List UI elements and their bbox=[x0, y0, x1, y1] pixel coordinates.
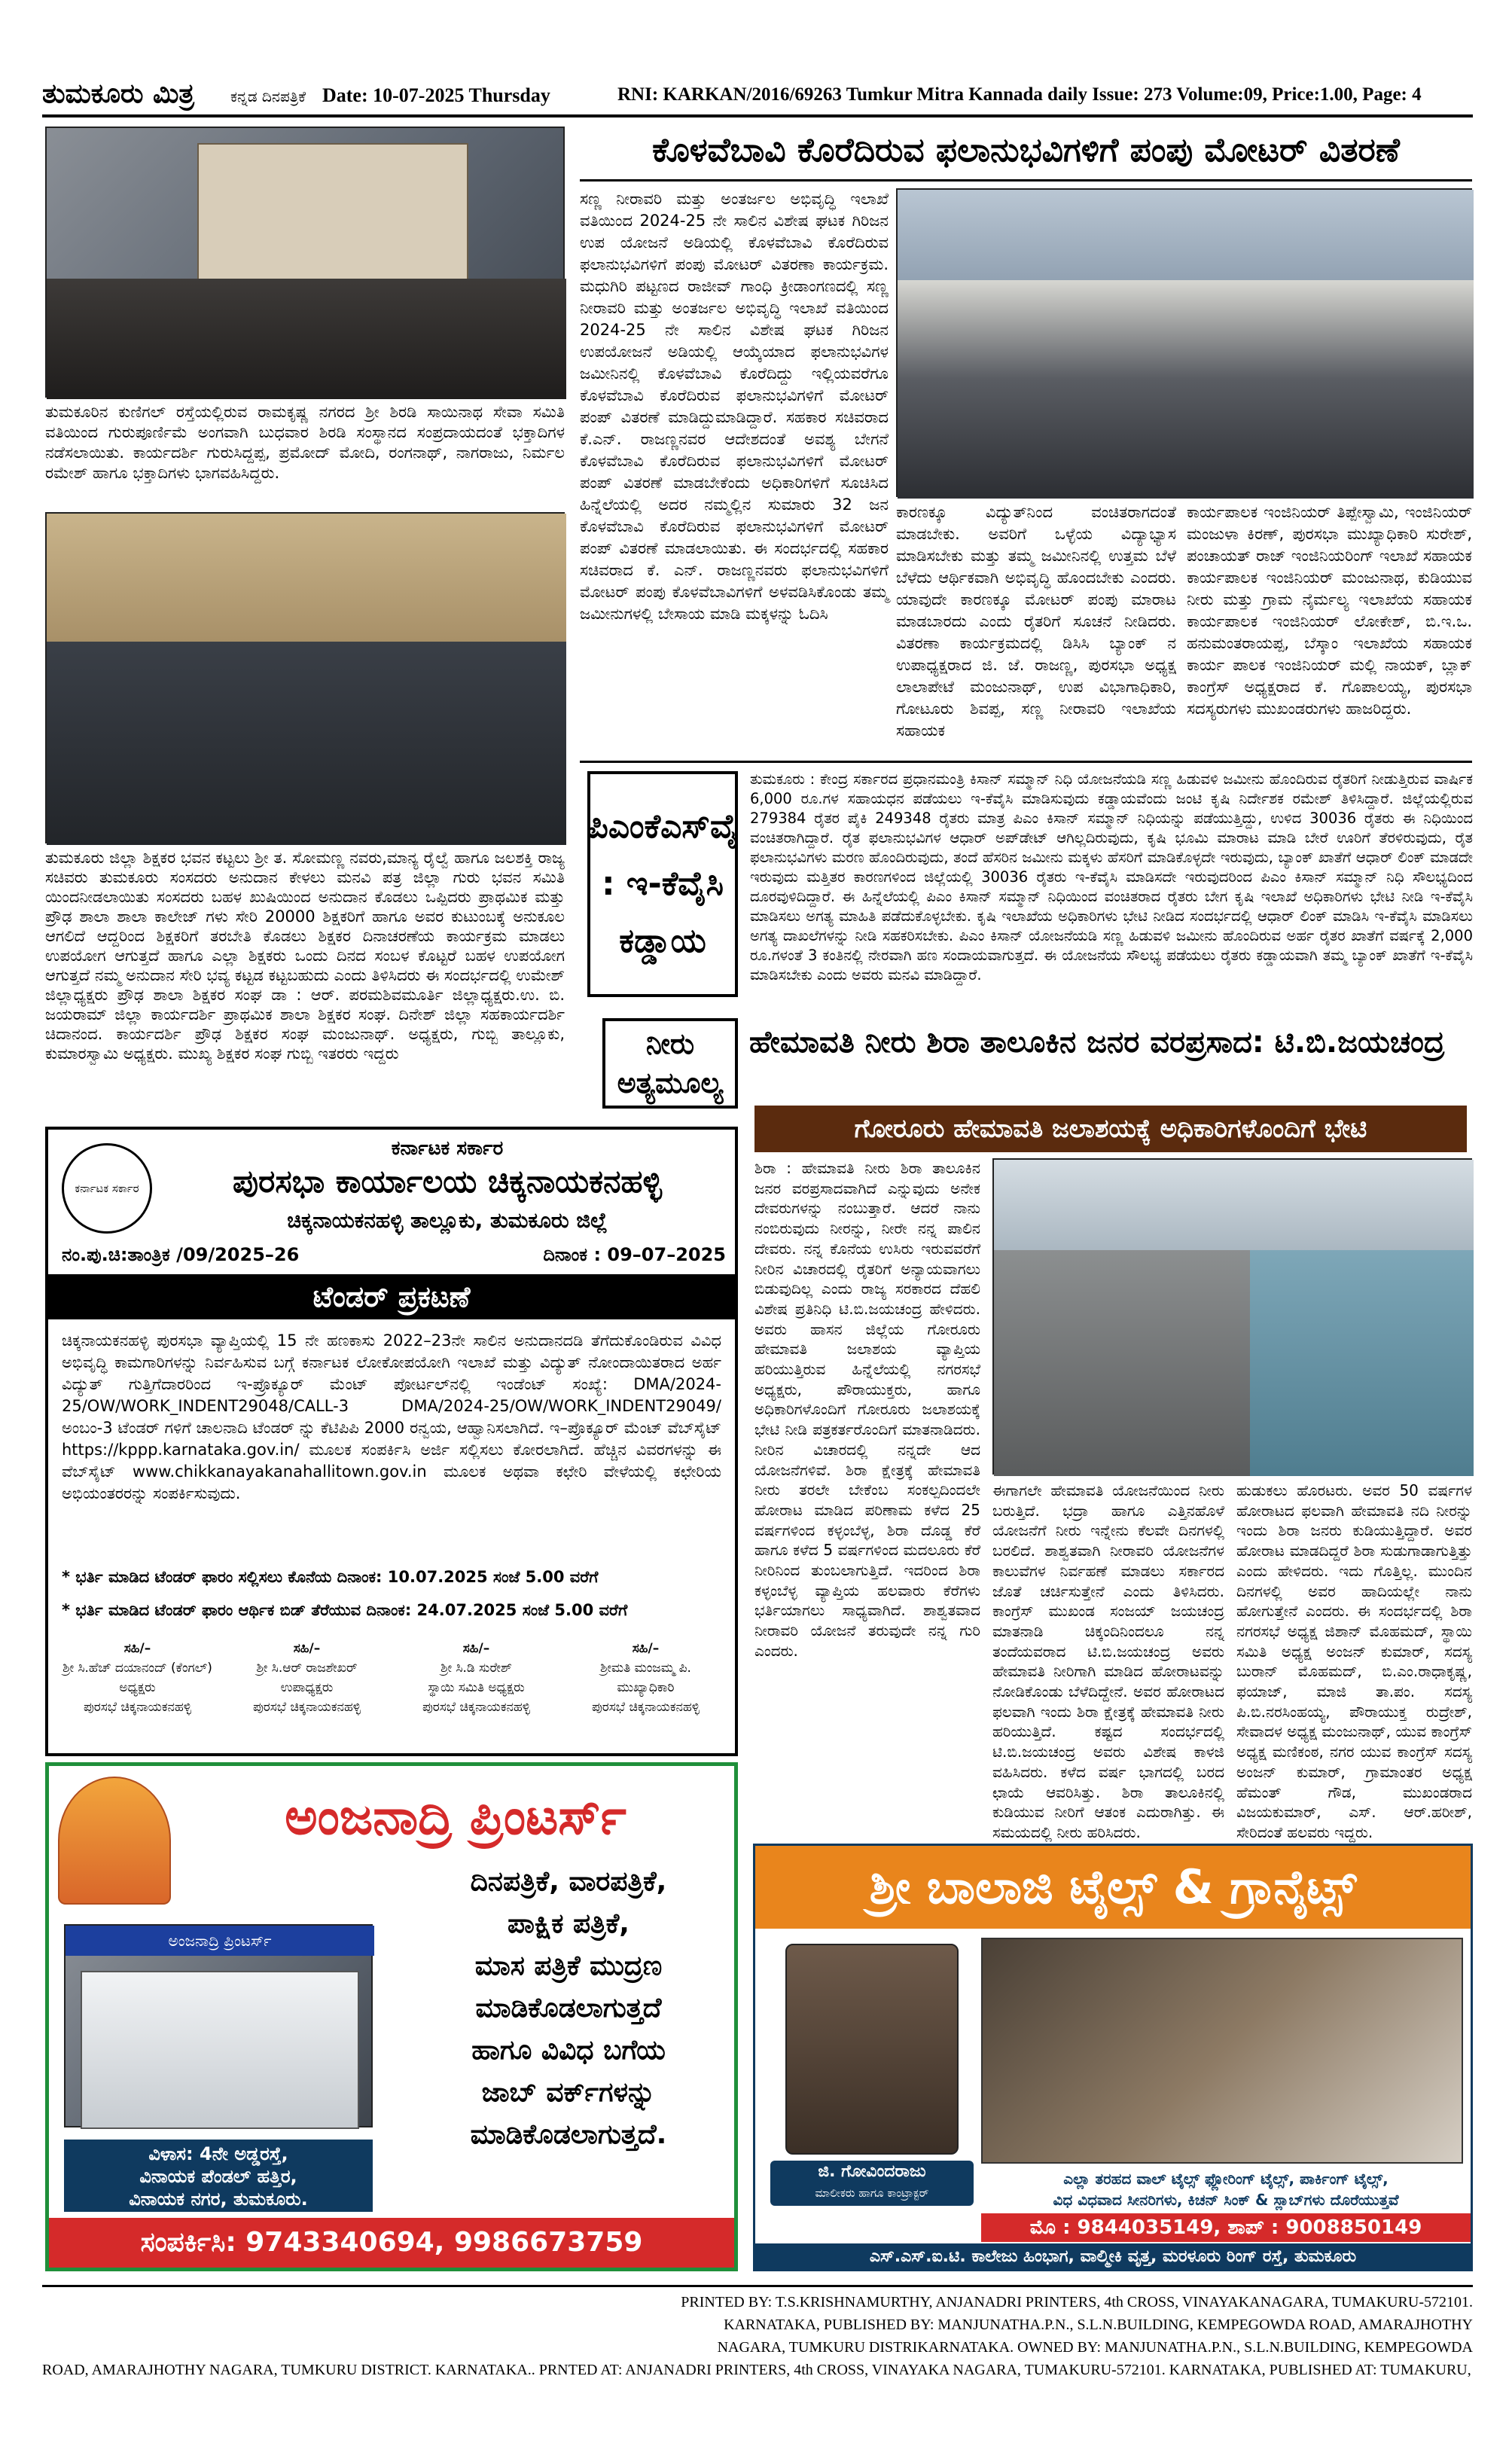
signatory-name: ಶ್ರೀಮತಿ ಮಂಜಮ್ಮ ಪಿ. bbox=[600, 1661, 691, 1676]
service-line: ಹಾಗೂ ವಿವಿಧ ಬಗೆಯ bbox=[471, 2035, 666, 2066]
photo-gorur-dam bbox=[992, 1158, 1472, 1475]
hemavathi-headline: ಹೇಮಾವತಿ ನೀರು ಶಿರಾ ತಾಲೂಕಿನ ಜನರ ವರಪ್ರಸಾದ: ಟಿ.ಬಿ.ಜಯಚಂದ್ರ bbox=[749, 1025, 1445, 1060]
signatory-role: ಉಪಾಧ್ಯಕ್ಷರು bbox=[280, 1680, 334, 1695]
hall-wall bbox=[47, 514, 566, 649]
owner-label bbox=[770, 2161, 974, 2206]
signatory-office: ಪುರಸಭೆ ಚಿಕ್ಕನಾಯಕನಹಳ್ಳಿ bbox=[252, 1700, 361, 1715]
tender-district: ಚಿಕ್ಕನಾಯಕನಹಳ್ಳಿ ತಾಲ್ಲೂಕು, ತುಮಕೂರು ಜಿಲ್ಲೆ bbox=[287, 1208, 608, 1233]
story1-col1: ಸಣ್ಣ ನೀರಾವರಿ ಮತ್ತು ಅಂತರ್ಜಲ ಅಭಿವೃದ್ಧಿ ಇಲಾಖೆ ವತಿಯಿಂದ 2024-25 ನೇ ಸಾಲಿನ ವಿಶೇಷ ಘಟಕ ಗಿರಿಜನ ಉಪ ಯೋಜನೆ ಅಡಿಯಲ್ಲಿ ಕೊಳವೆಬಾವಿ ಕೊರೆದಿರುವ ಫಲಾನುಭವಿಗಳಿಗೆ ಪಂಪು ಮೋಟರ್ ವಿತರಣಾ ಕಾರ್ಯಕ್ರಮ. ಮಧುಗಿರಿ ಪಟ್ಟಣದ ರಾಜೀವ್ ಗಾಂಧಿ ಕ್ರೀಡಾಂಗಣದಲ್ಲಿ ಸಣ್ಣ ನೀರಾವರಿ ಮತ್ತು ಅಂತರ್ಜಲ ಅಭಿವೃದ್ಧಿ ಇಲಾಖೆ ವತಿಯಿಂದ 2024-25 ನೇ ಸಾಲಿನ ವಿಶೇಷ ಘಟಕ ಗಿರಿಜನ ಉಪಯೋಜನೆ ಅಡಿಯಲ್ಲಿ ಆಯ್ಕೆಯಾದ ಫಲಾನುಭವಿಗಳ ಜಮೀನಿನಲ್ಲಿ ಕೊಳವೆಬಾವಿ ಕೊರೆದಿದ್ದು ಇಲ್ಲಿಯವರೆಗೂ ಕೊಳವೆಬಾವಿ ಕೊರೆದಿರುವ ಫಲಾನುಭವಿಗಳಿಗೆ ಮೋಟರ್ ಪಂಪ್ ವಿತರಣೆ ಮಾಡಿದ್ದುಮಾಡಿದ್ದಾರೆ. ಸಹಕಾರ ಸಚಿವರಾದ ಕೆ.ಎನ್. ರಾಜಣ್ಣನವರ ಆದೇಶದಂತೆ ಅವಶ್ಯ ಬೇಗನೆ ಕೊಳವೆಬಾವಿ ಕೊರೆದಿರುವ ಫಲಾನುಭವಿಗಳಿಗೆ ಮೋಟರ್ ಪಂಪ್ ವಿತರಣೆ ಮಾಡಬೇಕೆಂದು ಅಧಿಕಾರಿಗಳಿಗೆ ಸೂಚಿಸಿದ ಹಿನ್ನೆಲೆಯಲ್ಲಿ ಅದರ ನಮ್ಮಲ್ಲಿನ ಸುಮಾರು 32 ಜನ ಕೊಳವೆಬಾವಿ ಕೊರೆದಿರುವ ಫಲಾನುಭವಿಗಳಿಗೆ ಮೋಟರ್ ಪಂಪ್ ವಿತರಣೆ ಮಾಡಲಾಯಿತು. ಈ ಸಂದರ್ಭದಲ್ಲಿ ಸಹಕಾರ ಸಚಿವರಾದ ಕೆ. ಎನ್. ರಾಜಣ್ಣನವರು ಫಲಾನುಭವಿಗಳಿಗೆ ಮೋಟರ್ ಪಂಪು ಕೊಳವೆಬಾವಿಗಳಿಗೆ ಅಳವಡಿಸಿಕೊಂಡು ತಮ್ಮ ಜಮೀನುಗಳಲ್ಲಿ ಬೇಸಾಯ ಮಾಡಿ ಮಕ್ಕಳನ್ನು ಓದಿಸಿ bbox=[580, 190, 889, 623]
tender-emblem bbox=[62, 1143, 152, 1234]
mid-rule bbox=[580, 761, 1472, 763]
group-people bbox=[47, 642, 566, 845]
printers-shop-photo bbox=[64, 1924, 373, 2127]
photo2-caption: ತುಮಕೂರು ಜಿಲ್ಲಾ ಶಿಕ್ಷಕರ ಭವನ ಕಟ್ಟಲು ಶ್ರೀ ತ. ಸೋಮಣ್ಣ ನವರು,ಮಾನ್ಯ ರೈಲ್ವೆ ಹಾಗೂ ಜಲಶಕ್ತಿ ರಾಜ್ಯ ಸಚಿವರು ತುಮಕೂರು ಸಂಸದರು ಅನುದಾನ ಕೇಳಲು ಮನವಿ ಪತ್ರ ಜಿಲ್ಲಾ ಗುರು ಭವನ ಸಮಿತಿ ಯಿಂದನೀಡಲಾಯಿತು ಸಂಸದರು ಬಹಳ ಖುಷಿಯಿಂದ ಅನುದಾನ ಕೊಡಲು ಒಪ್ಪಿದರು ಪ್ರಾಥಮಿಕ ಮತ್ತು ಪ್ರೌಢ ಶಾಲಾ ಶಾಲಾ ಕಾಲೇಜ್ ಗಳು ಸೇರಿ 20000 ಶಿಕ್ಷಕರಿಗೆ ಹಾಗೂ ಅವರ ಕುಟುಂಬಕ್ಕೆ ಅನುಕೂಲ ಆಗಲಿದೆ ಆದ್ದರಿಂದ ಶಿಕ್ಷಕರಿಗೆ ತರಬೇತಿ ಕೊಡಲು ಶಿಕ್ಷಕರ ದಿನಾಚರಣೆಯ ಕಾರ್ಯಕ್ರಮ ಮಾಡಲು ಉಪಯೋಗ ಆಗುತ್ತದೆ ಹಾಗೂ ಎಲ್ಲಾ ಶಿಕ್ಷಕರು ಒಂದು ದಿನದ ಸಂಬಳ ಕೊಟ್ಟರೆ ಬಹಳ ಉಪಯೋಗ ಆಗುತ್ತದೆ ನಮ್ಮ ಅನುದಾನ ಸೇರಿ ಭವ್ಯ ಕಟ್ಟಡ ಕಟ್ಟಬಹುದು ಎಂದು ತಿಳಿಸಿದರು ಈ ಸಂದರ್ಭದಲ್ಲಿ ಉಮೇಶ್ ಜಿಲ್ಲಾಧ್ಯಕ್ಷರು ಪ್ರೌಢ ಶಾಲಾ ಶಿಕ್ಷಕರ ಸಂಘ ಡಾ : ಆರ್. ಪರಮಶಿವಮೂರ್ತಿ ಜಿಲ್ಲಾಧ್ಯಕ್ಷರು.ಉ. ಬಿ. ಜಯರಾಮ್ ಜಿಲ್ಲಾ ಕಾರ್ಯದರ್ಶಿ ಪ್ರಾಥಮಿಕ ಶಾಲಾ ಶಿಕ್ಷಕರ ಸಂಘ. ದಿನೇಶ್ ಜಿಲ್ಲಾ ಸಹಕಾರ್ಯದರ್ಶಿ ಚಿದಾನಂದ. ಕಾರ್ಯದರ್ಶಿ ಪ್ರೌಢ ಶಿಕ್ಷಕರ ಸಂಘ ಮಂಜುನಾಥ್. ಅಧ್ಯಕ್ಷರು, ಗುಬ್ಬಿ ತಾಲ್ಲೂಕು, ಕುಮಾರಸ್ವಾಮಿ ಅಧ್ಯಕ್ಷರು. ಮುಖ್ಯ ಶಿಕ್ಷಕರ ಸಂಘ ಗುಬ್ಬಿ ಇತರರು ಇದ್ದರು bbox=[45, 849, 565, 1063]
owner-name: ಜಿ. ಗೋವಿಂದರಾಜು bbox=[818, 2162, 926, 2181]
imprint-line: KARNATAKA, PUBLISHED BY: MANJUNATHA.P.N., S.L.N.BUILDING, KEMPEGOWDA ROAD, AMARAJHOTHY bbox=[724, 2317, 1473, 2333]
masthead bbox=[42, 78, 1473, 113]
story1-rule bbox=[580, 179, 1472, 181]
emblem-text: ಕರ್ನಾಟಕ ಸರ್ಕಾರ bbox=[75, 1182, 139, 1195]
service-line: ಮಾಡಿಕೊಡಲಾಗುತ್ತದೆ. bbox=[470, 2119, 667, 2150]
imprint-rule bbox=[42, 2285, 1473, 2287]
tiles-name: ಶ್ರೀ ಬಾಲಾಜಿ ಟೈಲ್ಸ್ & ಗ್ರಾನೈಟ್ಸ್ bbox=[755, 1846, 1471, 1929]
shop-door bbox=[81, 1971, 359, 2129]
tiles-desc bbox=[981, 2168, 1471, 2210]
story1-col2: ಕಾರಣಕ್ಕೂ ವಿದ್ಯುತ್‌ನಿಂದ ವಂಚಿತರಾಗದಂತೆ ಮಾಡಬೇಕು. ಅವರಿಗೆ ಒಳ್ಳೆಯ ವಿದ್ಯಾಭ್ಯಾಸ ಮಾಡಿಸಬೇಕು ಮತ್ತು ತಮ್ಮ ಜಮೀನಿನಲ್ಲಿ ಉತ್ತಮ ಬೆಳೆ ಬೆಳೆದು ಆರ್ಥಿಕವಾಗಿ ಅಭಿವೃದ್ಧಿ ಹೊಂದಬೇಕು ಎಂದರು. ಯಾವುದೇ ಕಾರಣಕ್ಕೂ ಮೋಟರ್ ಪಂಪು ಮಾರಾಟ ಮಾಡಬಾರದು ಎಂದು ರೈತರಿಗೆ ಸೂಚನೆ ನೀಡಿದರು. ವಿತರಣಾ ಕಾರ್ಯಕ್ರಮದಲ್ಲಿ ಡಿಸಿಸಿ ಬ್ಯಾಂಕ್ ನ ಉಪಾಧ್ಯಕ್ಷರಾದ ಜಿ. ಜೆ. ರಾಜಣ್ಣ, ಪುರಸಭಾ ಅಧ್ಯಕ್ಷ ಲಾಲಾಪೇಟೆ ಮಂಜುನಾಥ್, ಉಪ ವಿಭಾಗಾಧಿಕಾರಿ, ಗೋಟೂರು ಶಿವಪ್ಪ, ಸಣ್ಣ ನೀರಾವರಿ ಇಲಾಖೆಯ ಸಹಾಯಕ bbox=[896, 503, 1176, 740]
imprint-line: ROAD, AMARAJHOTHY NAGARA, TUMKURU DISTRICT. KARNATAKA.. PRNTED AT: ANJANADRI PRINTERS, 4th CROSS, VINAYAKA NAGARA, TUMAKURU-572101. KARNATAKA, PUBLISHED AT: TUMAKURU, bbox=[42, 2362, 1471, 2378]
imprint-line: NAGARA, TUMKURU DISTRIKARNATAKA. OWNED BY: MANJUNATHA.P.N., S.L.N.BUILDING, KEMPEGOWDA bbox=[717, 2339, 1473, 2356]
tiles-phones: ಮೊ : 9844035149, ಶಾಪ್ : 9008850149 bbox=[981, 2213, 1471, 2242]
dam-sky bbox=[994, 1160, 1474, 1250]
tender-ref: ನಂ.ಪು.ಚಿ:ತಾಂತ್ರಿಕ /09/2025–26 bbox=[62, 1244, 300, 1265]
ad-tiles bbox=[753, 1844, 1473, 2271]
hemavathi-kicker-box bbox=[602, 1018, 738, 1109]
signatory-sig: ಸಹಿ/– bbox=[123, 1641, 151, 1656]
signatory-office: ಪುರಸಭೆ ಚಿಕ್ಕನಾಯಕನಹಳ್ಳಿ bbox=[83, 1700, 192, 1715]
masthead-logo: ತುಮಕೂರು ಮಿತ್ರ bbox=[42, 78, 194, 109]
signatory-role: ಸ್ಥಾಯಿ ಸಮಿತಿ ಅಧ್ಯಕ್ಷರು bbox=[428, 1680, 525, 1695]
tiles-desc-line: ವಿಧ ವಿಧವಾದ ಸೀನರಿಗಳು, ಕಿಚನ್ ಸಿಂಕ್ & ಸ್ಲಾಬ್‌ಗಳು ದೊರೆಯುತ್ತವೆ bbox=[1053, 2191, 1399, 2209]
pmkisan-title: ಪಿಎಂಕೆಎಸ್‌ವೈ : ಇ-ಕೆವೈಸಿ ಕಡ್ಡಾಯ bbox=[587, 807, 739, 960]
service-line: ಮಾಸ ಪತ್ರಿಕೆ ಮುದ್ರಣ bbox=[474, 1951, 663, 1981]
photo1-caption: ತುಮಕೂರಿನ ಕುಣಿಗಲ್ ರಸ್ತೆಯಲ್ಲಿರುವ ರಾಮಕೃಷ್ಣ ನಗರದ ಶ್ರೀ ಶಿರಡಿ ಸಾಯಿನಾಥ ಸೇವಾ ಸಮಿತಿ ವತಿಯಿಂದ ಗುರುಪೂರ್ಣಿಮೆ ಅಂಗವಾಗಿ ಬುಧವಾರ ಶಿರಡಿ ಸಂಸ್ಥಾನದ ಸಂಪ್ರದಾಯದಂತೆ ಭಕ್ತಾದಿಗಳ ನಡೆಸಲಾಯಿತು. ಕಾರ್ಯದರ್ಶಿ ಗುರುಸಿದ್ದಪ್ಪ, ಪ್ರಮೋದ್ ಮೋದಿ, ರಂಗನಾಥ್, ನಾಗರಾಜು, ನಿರ್ಮಲ ರಮೇಶ್ ಹಾಗೂ ಭಕ್ತಾದಿಗಳು ಭಾಗವಹಿಸಿದ್ದರು. bbox=[45, 403, 565, 482]
hemavathi-col-b: ಈಗಾಗಲೇ ಹೇಮಾವತಿ ಯೋಜನೆಯಿಂದ ನೀರು ಬರುತ್ತಿದೆ. ಭದ್ರಾ ಹಾಗೂ ಎತ್ತಿನಹೊಳೆ ಯೋಜನೆಗೆ ನೀರು ಇನ್ನೇನು ಕೆಲವೇ ದಿನಗಳಲ್ಲಿ ಬರಲಿದೆ. ಶಾಶ್ವತವಾಗಿ ನೀರಾವರಿ ಯೋಜನೆಗಳ ಕಾಲುವೆಗಳ ನಿರ್ವಹಣೆ ಮಾಡಲು ಸರ್ಕಾರದ ಜೊತೆ ಚರ್ಚಿಸುತ್ತೇನೆ ಎಂದು ತಿಳಿಸಿದರು. ಕಾಂಗ್ರೆಸ್ ಮುಖಂಡ ಸಂಜಯ್ ಜಯಚಂದ್ರ ಮಾತನಾಡಿ ಚಿಕ್ಕಂದಿನಿಂದಲೂ ನನ್ನ ತಂದೆಯವರಾದ ಟಿ.ಬಿ.ಜಯಚಂದ್ರ ಅವರು ಹೇಮಾವತಿ ನೀರಿಗಾಗಿ ಮಾಡಿದ ಹೋರಾಟವನ್ನು ನೋಡಿಕೊಂಡು ಬೆಳೆದಿದ್ದೇನೆ. ಅವರ ಹೋರಾಟದ ಫಲವಾಗಿ ಇಂದು ಶಿರಾ ಕ್ಷೇತ್ರಕ್ಕೆ ಹೇಮಾವತಿ ನೀರು ಹರಿಯುತ್ತಿದೆ. ಕಷ್ಟದ ಸಂದರ್ಭದಲ್ಲಿ ಟಿ.ಬಿ.ಜಯಚಂದ್ರ ಅವರು ವಿಶೇಷ ಕಾಳಜಿ ವಹಿಸಿದರು. ಕಳೆದ ವರ್ಷ ಭಾಗದಲ್ಲಿ ಬರದ ಛಾಯೆ ಆವರಿಸಿತ್ತು. ಶಿರಾ ತಾಲೂಕಿನಲ್ಲಿ ಕುಡಿಯುವ ನೀರಿಗೆ ಆತಂಕ ಎದುರಾಗಿತ್ತು. ಈ ಸಮಯದಲ್ಲಿ ನೀರು ಹರಿಸಿದರು. bbox=[992, 1481, 1224, 1841]
masthead-date: Date: 10-07-2025 Thursday bbox=[322, 84, 550, 106]
imprint bbox=[42, 2291, 1473, 2404]
signatory-role: ಮುಖ್ಯಾಧಿಕಾರಿ bbox=[617, 1680, 675, 1695]
tiles-showcase bbox=[981, 1938, 1463, 2164]
signatory-role: ಅಧ್ಯಕ್ಷರು bbox=[119, 1680, 156, 1695]
tender-deadline-1: * ಭರ್ತಿ ಮಾಡಿದ ಟೆಂಡರ್ ಫಾರಂ ಸಲ್ಲಿಸಲು ಕೊನೆಯ ದಿನಾಂಕ: 10.07.2025 ಸಂಜೆ 5.00 ವರೆಗೆ bbox=[62, 1568, 599, 1586]
signatory-sig: ಸಹಿ/– bbox=[462, 1641, 490, 1656]
signatory-name: ಶ್ರೀ ಸಿ.ಹೆಚ್ ದಯಾನಂದ್ (ಕೆಂಗಲ್) bbox=[62, 1661, 212, 1676]
pmkisan-body: ತುಮಕೂರು : ಕೇಂದ್ರ ಸರ್ಕಾರದ ಪ್ರಧಾನಮಂತ್ರಿ ಕಿಸಾನ್ ಸಮ್ಮಾನ್ ನಿಧಿ ಯೋಜನೆಯಡಿ ಸಣ್ಣ ಹಿಡುವಳಿ ಜಮೀನು ಹೊಂದಿರುವ ರೈತರಿಗೆ ನೀಡುತ್ತಿರುವ ವಾರ್ಷಿಕ 6,000 ರೂ.ಗಳ ಸಹಾಯಧನ ಪಡೆಯಲು ಇ-ಕೆವೈಸಿ ಮಾಡಿಸುವುದು ಕಡ್ಡಾಯವೆಂದು ಜಂಟಿ ಕೃಷಿ ನಿರ್ದೇಶಕ ರಮೇಶ್ ತಿಳಿಸಿದ್ದಾರೆ. ಜಿಲ್ಲೆಯಲ್ಲಿರುವ 279384 ರೈತರ ಪೈಕಿ 249348 ರೈತರು ಮಾತ್ರ ಪಿಎಂ ಕಿಸಾನ್ ಸಮ್ಮಾನ್ ನಿಧಿಯನ್ನು ಪಡೆಯುತ್ತಿದ್ದು, ಉಳಿದ 30036 ರೈತರು ಈ ನಿಧಿಯಿಂದ ವಂಚಿತರಾಗಿದ್ದಾರೆ. ರೈತ ಫಲಾನುಭವಿಗಳ ಆಧಾರ್ ಅಪ್‌ಡೇಟ್ ಆಗಿಲ್ಲದಿರುವುದು, ಕೃಷಿ ಭೂಮಿ ಮಾರಾಟ ಮಾಡಿ ಬೇರೆ ಊರಿಗೆ ತೆರಳಿರುವುದು, ರೈತ ಫಲಾನುಭವಿಗಳು ಮರಣ ಹೊಂದಿರುವುದು, ತಂದೆ ಹೆಸರಿನ ಜಮೀನು ಮಕ್ಕಳು ಹೆಸರಿಗೆ ಮಾಡಿಕೊಳ್ಳದೇ ಇರುವುದು, ಬ್ಯಾಂಕ್ ಖಾತೆಗೆ ಆಧಾರ್ ಲಿಂಕ್ ಮಾಡದೇ ಇರುವುದು ಮತ್ತಿತರ ಕಾರಣಗಳಿಂದ ಜಿಲ್ಲೆಯಲ್ಲಿ 30036 ರೈತರು ಇ-ಕೆವೈಸಿ ಮಾಡಿಸದೇ ಇರುವುದರಿಂದ ಪಿಎಂ ಕಿಸಾನ್ ಸಮ್ಮಾನ್ ನಿಧಿ ಸೌಲಭ್ಯದಿಂದ ದೂರವುಳಿದಿದ್ದಾರೆ. ಈ ಹಿನ್ನೆಲೆಯಲ್ಲಿ ಪಿಎಂ ಕಿಸಾನ್ ಸಮ್ಮಾನ್ ನಿಧಿಯಿಂದ ವಂಚಿತರಾದ ರೈತರು ಬೇಗ ಕೃಷಿ ಇಲಾಖೆ ಅಧಿಕಾರಿಗಳು ಭೇಟಿ ನೀಡಿ ಇ-ಕೆವೈಸಿ ಮಾಡಿಸಲು ಅಗತ್ಯ ಮಾಹಿತಿ ಪಡೆದುಕೊಳ್ಳಬೇಕು. ಕೃಷಿ ಇಲಾಖೆಯ ಅಧಿಕಾರಿಗಳು ಭೇಟಿ ನೀಡಿದ ಸಂದರ್ಭದಲ್ಲಿ ಆಧಾರ್ ಲಿಂಕ್ ಮಾಡಿಸಿ ಇ-ಕೆವೈಸಿ ಮಾಡಿಸಲು ಅಗತ್ಯ ದಾಖಲೆಗಳನ್ನು ನೀಡಿ ಸಹಕರಿಸಬೇಕು. ಪಿಎಂ ಕಿಸಾನ್ ಯೋಜನೆಯಡಿ ಸಣ್ಣ ಹಿಡುವಳಿ ಜಮೀನು ಹೊಂದಿರುವ ಅರ್ಹ ರೈತರ ಖಾತೆಗೆ ವರ್ಷಕ್ಕೆ 2,000 ರೂ.ಗಳಂತೆ 3 ಕಂತಿನಲ್ಲಿ ನೇರವಾಗಿ ಹಣ ಸಂದಾಯವಾಗುತ್ತದೆ. ಈ ಯೋಜನೆಯ ಸೌಲಭ್ಯ ಪಡೆಯಲು ರೈತರು ಕಡ್ಡಾಯವಾಗಿ ತಮ್ಮ ಬ್ಯಾಂಕ್ ಖಾತೆಗೆ ಇ-ಕೆವೈಸಿ ಮಾಡಿಸಬೇಕು ಎಂದು ಅವರು ಮನವಿ ಮಾಡಿದ್ದಾರೆ. bbox=[750, 770, 1473, 984]
story1-col3: ಕಾರ್ಯಪಾಲಕ ಇಂಜಿನಿಯರ್ ತಿಪ್ಪೇಸ್ವಾಮಿ, ಇಂಜಿನಿಯರ್ ಮಂಜುಳಾ ಕಿರಣ್, ಪುರಸಭಾ ಮುಖ್ಯಾಧಿಕಾರಿ ಸುರೇಶ್, ಪಂಚಾಯತ್ ರಾಜ್ ಇಂಜಿನಿಯರಿಂಗ್ ಇಲಾಖೆ ಸಹಾಯಕ ಕಾರ್ಯಪಾಲಕ ಇಂಜಿನಿಯರ್ ಮಂಜುನಾಥ, ಕುಡಿಯುವ ನೀರು ಮತ್ತು ಗ್ರಾಮ ನೈರ್ಮಲ್ಯ ಇಲಾಖೆಯ ಸಹಾಯಕ ಕಾರ್ಯಪಾಲಕ ಇಂಜಿನಿಯರ್ ಲೋಕೇಶ್, ಬಿ.ಇ.ಒ. ಹನುಮಂತರಾಯಪ್ಪ, ಬೆಸ್ಕಾಂ ಇಲಾಖೆಯ ಸಹಾಯಕ ಕಾರ್ಯ ಪಾಲಕ ಇಂಜಿನಿಯರ್ ಮಲ್ಲಿ ನಾಯಕ್, ಬ್ಲಾಕ್ ಕಾಂಗ್ರೆಸ್ ಅಧ್ಯಕ್ಷರಾದ ಕೆ. ಗೊಪಾಲಯ್ಯ, ಪುರಸಭಾ ಸದಸ್ಯರುಗಳು ಮುಖಂಡರುಗಳು ಹಾಜರಿದ್ದರು. bbox=[1187, 503, 1472, 718]
hanuman-image bbox=[58, 1777, 171, 1905]
address-line: ವಿನಾಯಕ ಪೆಂಡಲ್ ಹತ್ತಿರ, bbox=[139, 2166, 297, 2187]
tender-date: ದಿನಾಂಕ : 09–07–2025 bbox=[543, 1244, 726, 1265]
service-line: ಜಾಬ್ ವರ್ಕ್‌ಗಳನ್ನು bbox=[481, 2077, 656, 2108]
printers-contact: ಸಂಪರ್ಕಿಸಿ: 9743340694, 9986673759 bbox=[49, 2218, 734, 2268]
sky bbox=[898, 190, 1474, 288]
story1-headline: ಕೊಳವೆಬಾವಿ ಕೊರೆದಿರುವ ಫಲಾನುಭವಿಗಳಿಗೆ ಪಂಪು ಮೋಟರ್ ವಿತರಣೆ bbox=[652, 131, 1400, 169]
hemavathi-col-c: ಹುಡುಕಲು ಹೊರಟರು. ಅವರ 50 ವರ್ಷಗಳ ಹೋರಾಟದ ಫಲವಾಗಿ ಹೇಮಾವತಿ ನದಿ ನೀರನ್ನು ಇಂದು ಶಿರಾ ಜನರು ಕುಡಿಯುತ್ತಿದ್ದಾರೆ. ಅವರ ಹೋರಾಟ ಮಾಡದಿದ್ದರೆ ಶಿರಾ ಸುಡುಗಾಡಾಗುತ್ತಿತ್ತು ಎಂದು ಹೇಳಿದರು. ಇದು ಗೊತ್ತಿಲ್ಲ. ಮುಂದಿನ ದಿನಗಳಲ್ಲಿ ಅವರ ಹಾದಿಯಲ್ಲೇ ನಾನು ಹೋಗುತ್ತೇನೆ ಎಂದರು. ಈ ಸಂದರ್ಭದಲ್ಲಿ ಶಿರಾ ನಗರಸಭೆ ಅಧ್ಯಕ್ಷ ಜಿಶಾನ್ ಮೊಹಮದ್, ಸ್ಥಾಯಿ ಸಮಿತಿ ಅಧ್ಯಕ್ಷ ಅಂಜನ್ ಕುಮಾರ್, ಸದಸ್ಯ ಬುರಾನ್ ಮೊಹಮದ್, ಬಿ.ಎಂ.ರಾಧಾಕೃಷ್ಣ, ಫಯಾಜ್, ಮಾಜಿ ತಾ.ಪಂ. ಸದಸ್ಯ ಪಿ.ಬಿ.ನರಸಿಂಹಯ್ಯ, ಪೌರಾಯುಕ್ತ ರುದ್ರೇಶ್, ಸೇವಾದಳ ಅಧ್ಯಕ್ಷ ಮಂಜುನಾಥ್, ಯುವ ಕಾಂಗ್ರೆಸ್ ಅಧ್ಯಕ್ಷ ಮಣಿಕಂಠ, ನಗರ ಯುವ ಕಾಂಗ್ರೆಸ್ ಸದಸ್ಯ ಅಂಜನ್ ಕುಮಾರ್, ಗ್ರಾಮಾಂತರ ಅಧ್ಯಕ್ಷ ಹೆಮಂತ್ ಗೌಡ, ಮುಖಂಡರಾದ ವಿಜಯಕುಮಾರ್, ಎಸ್. ಆರ್.ಹರೀಶ್, ಸೇರಿದಂತೆ ಹಲವರು ಇದ್ದರು. bbox=[1236, 1481, 1472, 1841]
service-line: ದಿನಪತ್ರಿಕೆ, ವಾರಪತ್ರಿಕೆ, bbox=[470, 1866, 667, 1897]
shop-sign: ಅಂಜನಾದ್ರಿ ಪ್ರಿಂಟರ್ಸ್ bbox=[66, 1926, 374, 1956]
hemavathi-subhead: ಗೋರೂರು ಹೇಮಾವತಿ ಜಲಾಶಯಕ್ಕೆ ಅಧಿಕಾರಿಗಳೊಂದಿಗೆ ಭೇಟಿ bbox=[754, 1106, 1467, 1152]
imprint-line: PRINTED BY: T.S.KRISHNAMURTHY, ANJANADRI PRINTERS, 4th CROSS, VINAYAKANAGARA, TUMAKURU-572101. bbox=[681, 2294, 1473, 2310]
photo-teachers-memo bbox=[45, 512, 565, 843]
printers-name: ಅಂಜನಾದ್ರಿ ಪ್ರಿಂಟರ್ಸ್ bbox=[285, 1788, 626, 1846]
tender-body: ಚಿಕ್ಕನಾಯಕನಹಳ್ಳಿ ಪುರಸಭಾ ವ್ಯಾಪ್ತಿಯಲ್ಲಿ 15 ನೇ ಹಣಕಾಸು 2022–23ನೇ ಸಾಲಿನ ಅನುದಾನದಡಿ ತೆಗೆದುಕೊಂಡಿರುವ ವಿವಿಧ ಅಭಿವೃದ್ಧಿ ಕಾಮಗಾರಿಗಳನ್ನು ನಿರ್ವಹಿಸುವ ಬಗ್ಗೆ ಕರ್ನಾಟಕ ಲೋಕೋಪಯೋಗಿ ಇಲಾಖೆ ಮತ್ತು ವಿದ್ಯುತ್ ನೋಂದಾಯಿತರಾದ ಅರ್ಹ ವಿದ್ಯುತ್ ಗುತ್ತಿಗೆದಾರರಿಂದ ಇ-ಪ್ರೊಕ್ಯೂರ್ ಮೆಂಟ್ ಪೋರ್ಟಲ್‌ನಲ್ಲಿ ಇಂಡೆಂಟ್ ಸಂಖ್ಯೆ: DMA/2024-25/OW/WORK_INDENT29048/CALL-3 DMA/2024-25/OW/WORK_INDENT29049/ಅಂಬಂ-3 ಟೆಂಡರ್ ಗಳಿಗೆ ಚಾಲನಾದಿ ಟೆಂಡರ್‌ ನ್ನು ಕೆಟಿಪಿಪಿ 2000 ರನ್ವಯ, ಆಹ್ವಾನಿಸಲಾಗಿದೆ. ಇ–ಪ್ರೊಕ್ಯೂರ್ ಮೆಂಟ್ ವೆಬ್‌ಸೈಟ್ https://kppp.karnataka.gov.in/ ಮೂಲಕ ಸಂಪರ್ಕಿಸಿ ಅರ್ಜಿ ಸಲ್ಲಿಸಲು ಕೋರಲಾಗಿದೆ. ಹೆಚ್ಚಿನ ವಿವರಗಳನ್ನು ಈ ವೆಬ್‌ಸೈಟ್ www.chikkanayakanahallitown.gov.in ಮೂಲಕ ಅಥವಾ ಕಛೇರಿ ವೇಳೆಯಲ್ಲಿ ಕಛೇರಿಯ ಅಭಿಯಂತರರನ್ನು ಸಂಪರ್ಕಿಸುವುದು. bbox=[62, 1331, 721, 1502]
tender-office: ಪುರಸಭಾ ಕಾರ್ಯಾಲಯ ಚಿಕ್ಕನಾಯಕನಹಳ್ಳಿ bbox=[232, 1163, 663, 1200]
owner-photo bbox=[785, 1944, 959, 2155]
pmkisan-title-box bbox=[587, 771, 738, 997]
printers-address bbox=[64, 2140, 373, 2212]
tender-gov: ಕರ್ನಾಟಕ ಸರ್ಕಾರ bbox=[391, 1137, 504, 1160]
service-line: ಪಾಕ್ಷಿಕ ಪತ್ರಿಕೆ, bbox=[508, 1908, 629, 1939]
signatory bbox=[222, 1639, 392, 1752]
address-line: ವಿನಾಯಕ ನಗರ, ತುಮಕೂರು. bbox=[129, 2188, 308, 2210]
officials-group bbox=[898, 280, 1474, 499]
masthead-tagline: ಕನ್ನಡ ದಿನಪತ್ರಿಕೆ bbox=[230, 87, 306, 105]
tender-notice bbox=[45, 1127, 738, 1756]
printers-services bbox=[410, 1861, 727, 2162]
tender-title-bar: ಟೆಂಡರ್ ಪ್ರಕಟಣೆ bbox=[48, 1274, 735, 1319]
signatory-office: ಪುರಸಭೆ ಚಿಕ್ಕನಾಯಕನಹಳ್ಳಿ bbox=[422, 1700, 531, 1715]
signatory-sig: ಸಹಿ/– bbox=[293, 1641, 321, 1656]
photo-temple-event bbox=[45, 127, 565, 398]
service-line: ಮಾಡಿಕೊಡಲಾಗುತ್ತದೆ bbox=[475, 1993, 662, 2024]
signatory bbox=[53, 1639, 222, 1752]
signatory-name: ಶ್ರೀ ಸಿ.ಡಿ ಸುರೇಶ್ bbox=[440, 1661, 512, 1676]
tiles-desc-line: ಎಲ್ಲಾ ತರಹದ ವಾಲ್ ಟೈಲ್ಸ್ ಫ್ಲೋರಿಂಗ್ ಟೈಲ್ಸ್, ಪಾರ್ಕಿಂಗ್ ಟೈಲ್ಸ್, bbox=[1063, 2170, 1389, 2188]
signatory-name: ಶ್ರೀ ಸಿ.ಆರ್ ರಾಜಶೇಖರ್ bbox=[256, 1661, 358, 1676]
masthead-rni: RNI: KARKAN/2016/69263 Tumkur Mitra Kannada daily Issue: 273 Volume:09, Price:1.00, Page: 4 bbox=[617, 84, 1422, 105]
dam-water bbox=[1242, 1250, 1474, 1476]
ad-printers bbox=[45, 1762, 738, 2271]
tender-deadline-2: * ಭರ್ತಿ ಮಾಡಿದ ಟೆಂಡರ್ ಫಾರಂ ಆರ್ಥಿಕ ಬಿಡ್ ತೆರೆಯುವ ದಿನಾಂಕ: 24.07.2025 ಸಂಜೆ 5.00 ವರೆಗೆ bbox=[62, 1601, 628, 1619]
signatory-office: ಪುರಸಭೆ ಚಿಕ್ಕನಾಯಕನಹಳ್ಳಿ bbox=[591, 1700, 700, 1715]
signatory bbox=[392, 1639, 561, 1752]
address-line: ವಿಳಾಸ: 4ನೇ ಅಡ್ಡರಸ್ತೆ, bbox=[148, 2143, 288, 2164]
crowd bbox=[47, 279, 566, 399]
photo-pump-distribution bbox=[896, 188, 1472, 497]
hemavathi-kicker: ನೀರು ಅತ್ಯಮೂಲ್ಯ bbox=[617, 1027, 724, 1100]
owner-role: ಮಾಲೀಕರು ಹಾಗೂ ಕಾಂಟ್ರಾಕ್ಟರ್ bbox=[815, 2186, 929, 2200]
signatory-sig: ಸಹಿ/– bbox=[632, 1641, 660, 1656]
masthead-rule bbox=[42, 114, 1473, 117]
signatory bbox=[561, 1639, 730, 1752]
hemavathi-col-a: ಶಿರಾ : ಹೇಮಾವತಿ ನೀರು ಶಿರಾ ತಾಲೂಕಿನ ಜನರ ವರಪ್ರಸಾದವಾಗಿದೆ ಎನ್ನುವುದು ಅನೇಕ ದೇವರುಗಳನ್ನು ನಂಬುತ್ತಾರೆ. ಆದರೆ ನಾನು ನಂಬಿರುವುದು ನೀರನ್ನು, ನೀರೇ ನನ್ನ ಪಾಲಿನ ದೇವರು. ನನ್ನ ಕೊನೆಯ ಉಸಿರು ಇರುವವರೆಗೆ ನೀರಿನ ವಿಚಾರದಲ್ಲಿ ರೈತರಿಗೆ ಅನ್ಯಾಯವಾಗಲು ಬಿಡುವುದಿಲ್ಲ ಎಂದು ರಾಜ್ಯ ಸರಕಾರದ ದೆಹಲಿ ವಿಶೇಷ ಪ್ರತಿನಿಧಿ ಟಿ.ಬಿ.ಜಯಚಂದ್ರ ಹೇಳಿದರು. ಅವರು ಹಾಸನ ಜಿಲ್ಲೆಯ ಗೋರೂರು ಹೇಮಾವತಿ ಜಲಾಶಯ ವ್ಯಾಪ್ತಿಯ ಹರಿಯುತ್ತಿರುವ ಹಿನ್ನೆಲೆಯಲ್ಲಿ ನಗರಸಭೆ ಅಧ್ಯಕ್ಷರು, ಪೌರಾಯುಕ್ತರು, ಹಾಗೂ ಅಧಿಕಾರಿಗಳೊಂದಿಗೆ ಗೋರೂರು ಜಲಾಶಯಕ್ಕೆ ಭೇಟಿ ನೀಡಿ ಪತ್ರಕರ್ತರೊಂದಿಗೆ ಮಾತನಾಡಿದರು. ನೀರಿನ ವಿಚಾರದಲ್ಲಿ ನನ್ನದೇ ಆದ ಯೋಜನೆಗಳಿವೆ. ಶಿರಾ ಕ್ಷೇತ್ರಕ್ಕೆ ಹೇಮಾವತಿ ನೀರು ತರಲೇ ಬೇಕೆಂಬ ಸಂಕಲ್ಪದಿಂದಲೇ ಹೋರಾಟ ಮಾಡಿದ ಪರಿಣಾಮ ಕಳೆದ 25 ವರ್ಷಗಳಿಂದ ಕಳ್ಳಂಬೆಳ್ಳ, ಶಿರಾ ದೊಡ್ಡ ಕೆರೆ ಹಾಗೂ ಕಳೆದ 5 ವರ್ಷಗಳಿಂದ ಮದಲೂರು ಕೆರೆ ನೀರಿನಿಂದ ತುಂಬಲಾಗುತ್ತಿದೆ. ಇದರಿಂದ ಶಿರಾ ಕಳ್ಳಂಬೆಳ್ಳ ವ್ಯಾಪ್ತಿಯ ಹಲವಾರು ಕೆರೆಗಳು ಭರ್ತಿಯಾಗಲು ಸಾಧ್ಯವಾಗಿದೆ. ಶಾಶ್ವತವಾದ ನೀರಾವರಿ ಯೋಜನೆ ತರುವುದೇ ನನ್ನ ಗುರಿ ಎಂದರು. bbox=[754, 1159, 980, 1660]
dam-railing bbox=[994, 1250, 1250, 1476]
tiles-address: ಎಸ್.ಎಸ್.ಐ.ಟಿ. ಕಾಲೇಜು ಹಿಂಭಾಗ, ವಾಲ್ಮೀಕಿ ವೃತ್ತ, ಮರಳೂರು ರಿಂಗ್ ರಸ್ತೆ, ತುಮಕೂರು bbox=[755, 2243, 1471, 2271]
temple-building bbox=[197, 143, 468, 294]
